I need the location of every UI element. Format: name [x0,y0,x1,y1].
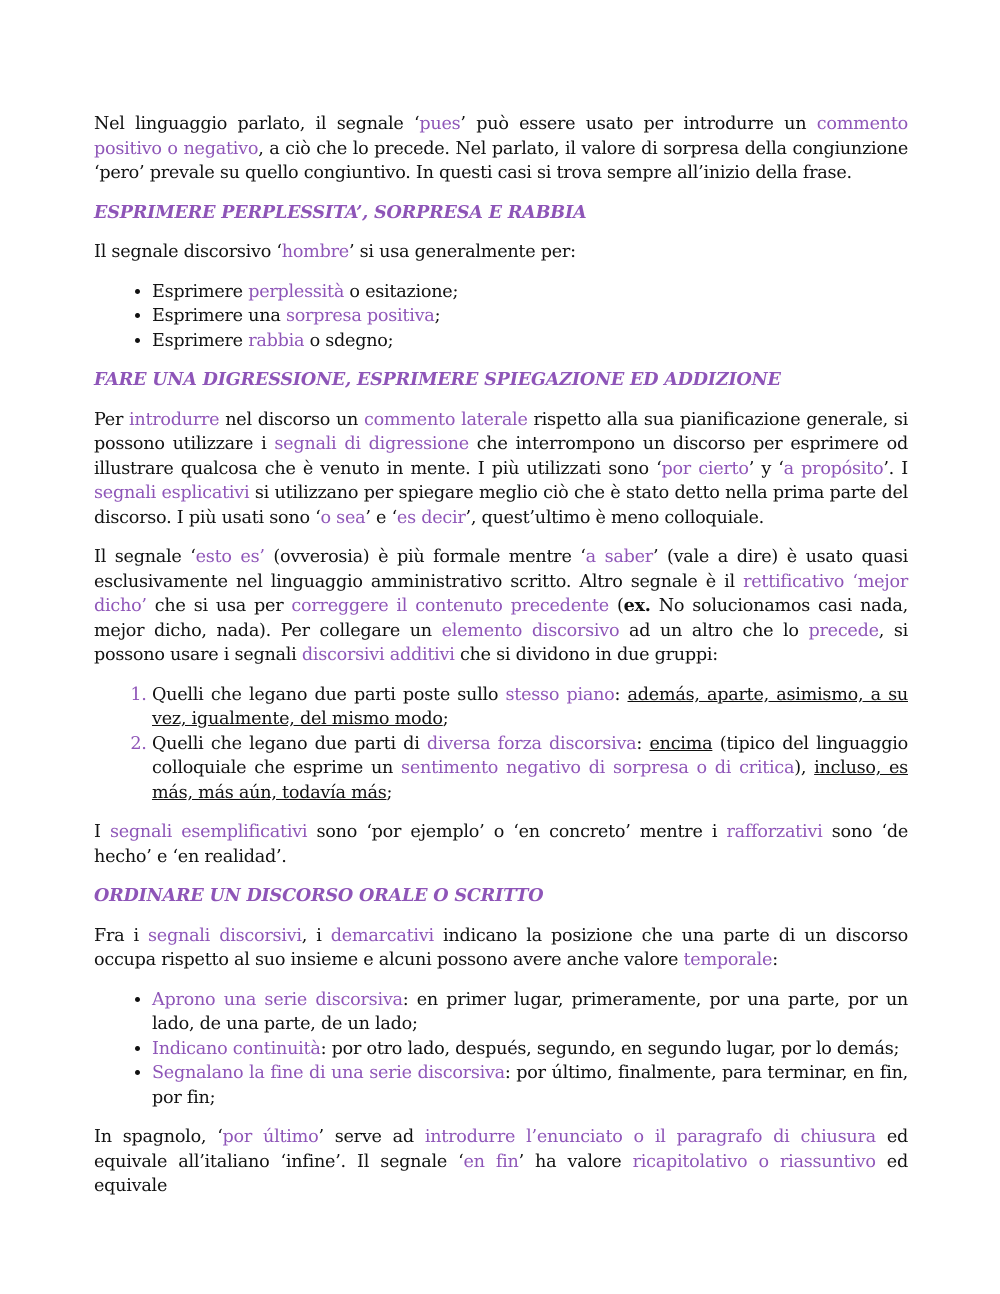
list-item: • Indicano continuità: por otro lado, después, segundo, en segundo lugar, por lo demás; [152,1037,908,1062]
section-heading: ESPRIMERE PERPLESSITA’, SORPRESA E RABBIA [94,201,587,223]
paragraph-pues: Nel linguaggio parlato, il segnale ‘pues’ può essere usato per introdurre un commento positivo o negativo, a ciò che lo precede. Nel parlato, il valore di sorpresa della congiunzione ‘pero’ prevale su quello congiuntivo. In questi casi si trova sempre all’inizio della frase. [94,114,909,183]
list-item: • Esprimere rabbia o sdegno; [152,329,908,354]
paragraph-por-ultimo: In spagnolo, ‘por último’ serve ad introdurre l’enunciato o il paragrafo di chiusura ed equivale all’italiano ‘infine’. Il segnale ‘en fin’ ha valore ricapitolativo o riassuntivo ed equivale [94,1127,908,1196]
list-item: • Esprimere una sorpresa positiva; [152,304,908,329]
section-heading: FARE UNA DIGRESSIONE, ESPRIMERE SPIEGAZIONE ED ADDIZIONE [94,369,781,390]
list-item: • Esprimere perplessità o esitazione; [152,280,908,305]
list-item: 1. Quelli che legano due parti poste sullo stesso piano: además, aparte, asimismo, a su vez, igualmente, del mismo modo; [152,683,908,732]
list-item: • Segnalano la fine di una serie discorsiva: por último, finalmente, para terminar, en fin, por fin; [152,1061,908,1110]
paragraph-hombre: Il segnale discorsivo ‘hombre’ si usa generalmente per: [94,242,576,262]
numbered-list-additivi [94,683,908,806]
highlight-term: hombre [281,242,349,262]
list-item: • Aprono una serie discorsiva: en primer lugar, primeramente, por una parte, por un lado, de una parte, de un lado; [152,988,908,1037]
paragraph-digressione: Per introdurre nel discorso un commento laterale rispetto alla sua pianificazione generale, si possono utilizzare i segnali di digressione che interrompono un discorso per esprimere od illustrare qualcosa che è venuto in mente. I più utilizzati sono ‘por cierto’ y ‘a propósito’. I segnali esplicativi si utilizzano per spiegare meglio ciò che è stato detto nella prima parte del discorso. I più usati sono ‘o sea’ e ‘es decir’, quest’ultimo è meno colloquiale. [94,409,909,528]
bullet-list-demarcativi [94,988,908,1111]
paragraph-demarcativi: Fra i segnali discorsivi, i demarcativi indicano la posizione che una parte di un discorso occupa rispetto al suo insieme e alcuni possono avere anche valore temporale: [94,925,908,970]
list-item: 2. Quelli che legano due parti di diversa forza discorsiva: encima (tipico del linguaggio colloquiale che esprime un sentimento negativo di sorpresa o di critica), incluso, es más, más aún, todavía más; [152,732,908,806]
paragraph-esto-es: Il segnale ‘esto es’ (ovverosia) è più formale mentre ‘a saber’ (vale a dire) è usato quasi esclusivamente nel linguaggio amministrativo scritto. Altro segnale è il rettificativo ‘mejor dicho’ che si usa per correggere il contenuto precedente (ex. No solucionamos casi nada, mejor dicho, nada). Per collegare un elemento discorsivo ad un altro che lo precede, si possono usare i segnali discorsivi additivi che si dividono in due gruppi: [94,547,909,665]
highlight-term: pues [419,114,461,134]
highlight-term: commento positivo o negativo [94,114,909,159]
section-heading: ORDINARE UN DISCORSO ORALE O SCRITTO [94,885,544,906]
bullet-list-hombre [94,280,908,354]
paragraph-esemplificativi: I segnali esemplificativi sono ‘por ejemplo’ o ‘en concreto’ mentre i rafforzativi sono ‘de hecho’ e ‘en realidad’. [94,822,909,867]
